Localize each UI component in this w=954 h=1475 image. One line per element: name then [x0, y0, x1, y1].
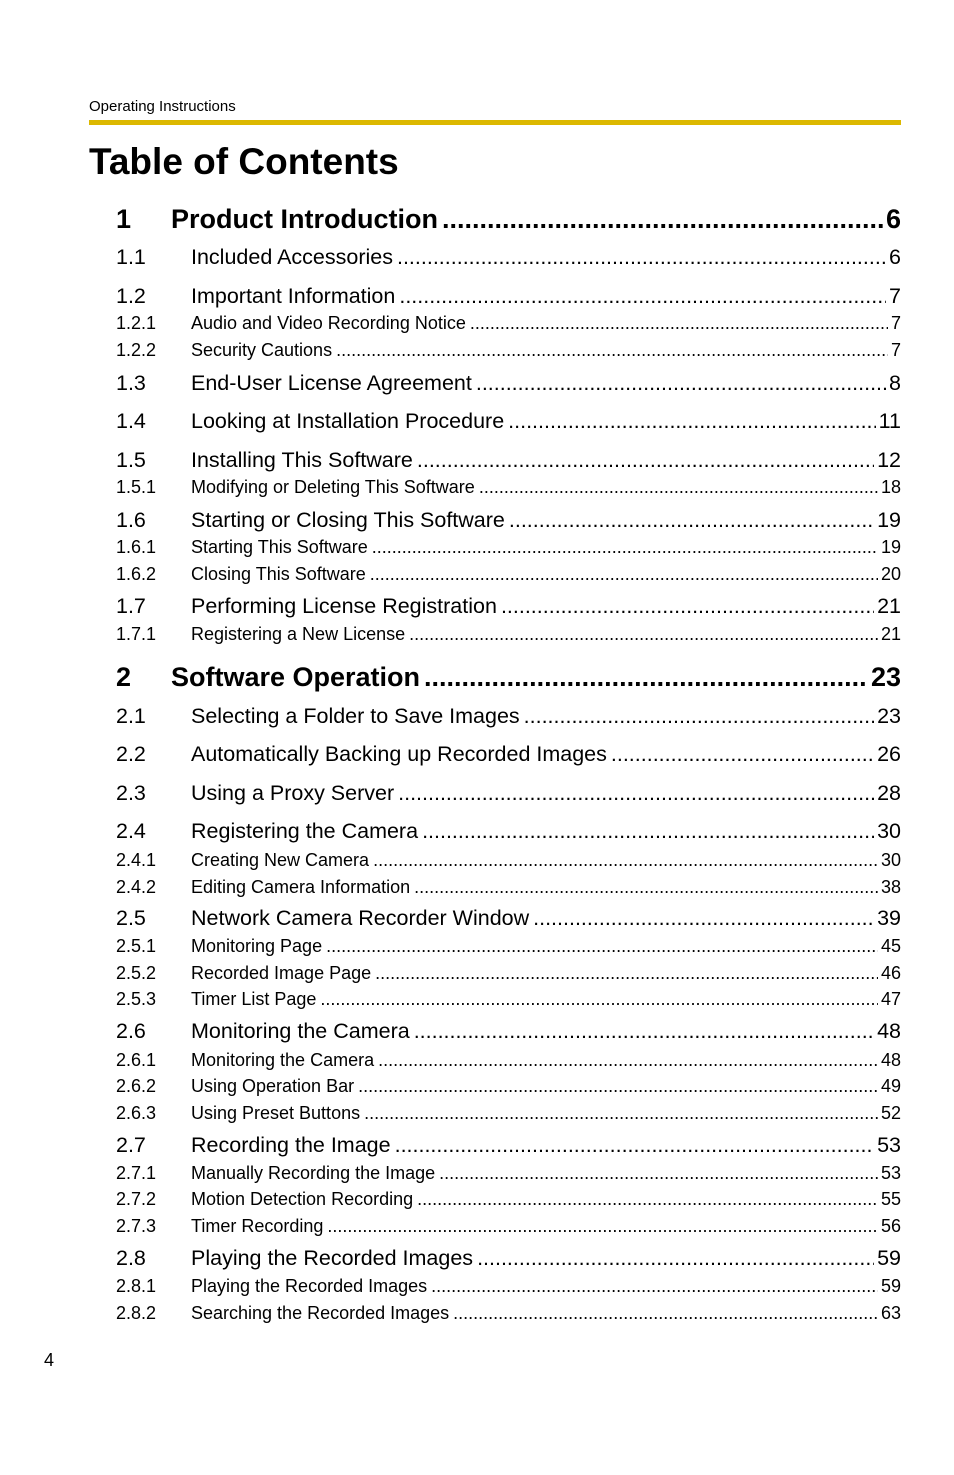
- toc-subsection[interactable]: [116, 1302, 901, 1324]
- dot-leader: [398, 780, 874, 806]
- dot-leader: [375, 962, 878, 984]
- toc-subsection[interactable]: [116, 1275, 901, 1297]
- toc-entry-number: 2.7.2: [116, 1189, 157, 1209]
- toc-entry-number: 1.3: [116, 371, 146, 395]
- toc-section[interactable]: [116, 447, 901, 473]
- dot-leader: [414, 1018, 874, 1044]
- toc-subsection[interactable]: [116, 1162, 901, 1184]
- dot-leader: [320, 988, 878, 1010]
- dot-leader: [439, 1162, 878, 1184]
- toc-entry-page: 12: [877, 448, 901, 472]
- toc-entry-number: 1.5: [116, 448, 146, 472]
- toc-entry-page: 20: [880, 564, 901, 584]
- toc-entry-title: Audio and Video Recording Notice: [191, 313, 466, 333]
- toc-entry-number: 2.7.1: [116, 1163, 157, 1183]
- dot-leader: [364, 1102, 878, 1124]
- dot-leader: [509, 507, 874, 533]
- toc-entry-number: 1.2: [116, 284, 146, 308]
- toc-entry-title: Starting This Software: [191, 537, 368, 557]
- dot-leader: [414, 876, 878, 898]
- dot-leader: [395, 1132, 874, 1158]
- dot-leader: [417, 447, 874, 473]
- toc-entry-number: 1.4: [116, 409, 146, 433]
- toc-section[interactable]: [116, 818, 901, 844]
- dot-leader: [358, 1075, 878, 1097]
- toc-entry-number: 2.7: [116, 1133, 146, 1157]
- toc-entry-page: 59: [880, 1276, 901, 1296]
- toc-entry-title: Modifying or Deleting This Software: [191, 477, 475, 497]
- running-header: Operating Instructions: [89, 98, 236, 115]
- toc-section[interactable]: [116, 244, 901, 270]
- toc-entry-title: Product Introduction: [171, 204, 438, 234]
- dot-leader: [378, 1049, 878, 1071]
- toc-entry-title: Looking at Installation Procedure: [191, 409, 505, 433]
- dot-leader: [533, 905, 874, 931]
- dot-leader: [327, 1215, 878, 1237]
- toc-entry-number: 2: [116, 662, 132, 692]
- dot-leader: [336, 339, 888, 361]
- toc-entry-page: 11: [878, 409, 901, 433]
- toc-entry-title: Closing This Software: [191, 564, 366, 584]
- toc-entry-page: 23: [870, 662, 901, 692]
- toc-entry-number: 2.7.3: [116, 1216, 157, 1236]
- toc-subsection[interactable]: [116, 1102, 901, 1124]
- toc-subsection[interactable]: [116, 1188, 901, 1210]
- toc-subsection[interactable]: [116, 476, 901, 498]
- toc-subsection[interactable]: [116, 536, 901, 558]
- toc-entry-page: 7: [890, 340, 901, 360]
- toc-entry-number: 1.5.1: [116, 477, 157, 497]
- dot-leader: [422, 818, 874, 844]
- dot-leader: [417, 1188, 878, 1210]
- toc-section[interactable]: [116, 507, 901, 533]
- toc-entry-number: 2.4.1: [116, 850, 157, 870]
- toc-section[interactable]: [116, 780, 901, 806]
- toc-entry-number: 1: [116, 204, 132, 234]
- toc-entry-page: 18: [880, 477, 901, 497]
- toc-entry-page: 49: [880, 1076, 901, 1096]
- toc-entry-title: Registering the Camera: [191, 819, 419, 843]
- toc-chapter[interactable]: [116, 203, 901, 235]
- toc-entry-number: 2.6.3: [116, 1103, 157, 1123]
- toc-entry-number: 2.2: [116, 742, 146, 766]
- toc-entry-page: 46: [880, 963, 901, 983]
- toc-entry-page: 30: [877, 819, 901, 843]
- dot-leader: [611, 741, 874, 767]
- toc-entry-number: 1.2.2: [116, 340, 157, 360]
- toc-entry-page: 19: [880, 537, 901, 557]
- toc-entry-title: Monitoring Page: [191, 936, 323, 956]
- toc-entry-title: Using a Proxy Server: [191, 781, 395, 805]
- toc-entry-title: Starting or Closing This Software: [191, 508, 505, 532]
- toc-entry-title: Installing This Software: [191, 448, 413, 472]
- dot-leader: [370, 563, 878, 585]
- dot-leader: [479, 476, 878, 498]
- toc-entry-page: 6: [889, 245, 901, 269]
- toc-entry-number: 2.8.2: [116, 1303, 157, 1323]
- toc-entry-title: Network Camera Recorder Window: [191, 906, 530, 930]
- toc-entry-page: 48: [880, 1050, 901, 1070]
- toc-entry-number: 1.1: [116, 245, 146, 269]
- toc-entry-number: 2.4: [116, 819, 146, 843]
- toc-entry-title: Playing the Recorded Images: [191, 1246, 474, 1270]
- toc-entry-number: 2.4.2: [116, 877, 157, 897]
- toc-entry-title: End-User License Agreement: [191, 371, 472, 395]
- toc-entry-page: 39: [877, 906, 901, 930]
- dot-leader: [524, 703, 874, 729]
- toc-entry-page: 56: [880, 1216, 901, 1236]
- toc-entry-page: 53: [880, 1163, 901, 1183]
- toc-subsection[interactable]: [116, 1215, 901, 1237]
- toc-entry-title: Creating New Camera: [191, 850, 370, 870]
- toc-entry-page: 52: [880, 1103, 901, 1123]
- dot-leader: [476, 370, 886, 396]
- toc-entry-page: 6: [885, 204, 901, 234]
- toc-entry-title: Manually Recording the Image: [191, 1163, 436, 1183]
- toc-subsection[interactable]: [116, 339, 901, 361]
- toc-entry-title: Timer List Page: [191, 989, 317, 1009]
- toc-entry-number: 2.5: [116, 906, 146, 930]
- toc-entry-number: 2.8.1: [116, 1276, 157, 1296]
- toc-subsection[interactable]: [116, 312, 901, 334]
- toc-entry-title: Monitoring the Camera: [191, 1050, 375, 1070]
- toc-entry-page: 7: [889, 284, 901, 308]
- toc-section[interactable]: [116, 370, 901, 396]
- toc-subsection[interactable]: [116, 563, 901, 585]
- toc-entry-page: 47: [880, 989, 901, 1009]
- toc-entry-number: 1.7: [116, 594, 146, 618]
- toc-subsection[interactable]: [116, 1049, 901, 1071]
- dot-leader: [424, 661, 868, 693]
- dot-leader: [431, 1275, 878, 1297]
- toc-entry-number: 2.1: [116, 704, 146, 728]
- toc-section[interactable]: [116, 1245, 901, 1271]
- toc-entry-page: 8: [889, 371, 901, 395]
- toc-entry-number: 2.6.2: [116, 1076, 157, 1096]
- toc-entry-title: Selecting a Folder to Save Images: [191, 704, 520, 728]
- toc-entry-number: 1.6: [116, 508, 146, 532]
- toc-entry-page: 55: [880, 1189, 901, 1209]
- dot-leader: [453, 1302, 878, 1324]
- dot-leader: [409, 623, 878, 645]
- page-title: Table of Contents: [89, 141, 399, 182]
- toc-entry-title: Recorded Image Page: [191, 963, 372, 983]
- toc-entry-title: Software Operation: [171, 662, 421, 692]
- toc-subsection[interactable]: [116, 623, 901, 645]
- toc-entry-number: 2.5.3: [116, 989, 157, 1009]
- toc-entry-title: Performing License Registration: [191, 594, 497, 618]
- toc-entry-page: 19: [877, 508, 901, 532]
- toc-entry-title: Timer Recording: [191, 1216, 324, 1236]
- toc-section[interactable]: [116, 1018, 901, 1044]
- toc-entry-number: 1.2.1: [116, 313, 157, 333]
- toc-entry-number: 2.8: [116, 1246, 146, 1270]
- toc-section[interactable]: [116, 741, 901, 767]
- table-of-contents: [116, 0, 901, 1475]
- toc-entry-page: 23: [877, 704, 901, 728]
- toc-entry-page: 21: [877, 594, 901, 618]
- toc-entry-title: Playing the Recorded Images: [191, 1276, 428, 1296]
- toc-entry-title: Monitoring the Camera: [191, 1019, 410, 1043]
- dot-leader: [399, 283, 886, 309]
- toc-subsection[interactable]: [116, 962, 901, 984]
- toc-entry-page: 28: [877, 781, 901, 805]
- toc-section[interactable]: [116, 905, 901, 931]
- dot-leader: [508, 408, 876, 434]
- toc-subsection[interactable]: [116, 988, 901, 1010]
- dot-leader: [442, 203, 883, 235]
- page-number: 4: [44, 1350, 55, 1370]
- toc-subsection[interactable]: [116, 849, 901, 871]
- toc-entry-title: Important Information: [191, 284, 396, 308]
- dot-leader: [470, 312, 888, 334]
- toc-subsection[interactable]: [116, 876, 901, 898]
- toc-entry-page: 21: [880, 624, 901, 644]
- toc-entry-page: 26: [877, 742, 901, 766]
- toc-entry-number: 2.6: [116, 1019, 146, 1043]
- toc-entry-number: 1.7.1: [116, 624, 157, 644]
- toc-entry-title: Searching the Recorded Images: [191, 1303, 450, 1323]
- toc-entry-number: 1.6.2: [116, 564, 157, 584]
- toc-entry-page: 30: [880, 850, 901, 870]
- toc-entry-title: Recording the Image: [191, 1133, 391, 1157]
- toc-entry-page: 7: [890, 313, 901, 333]
- toc-subsection[interactable]: [116, 935, 901, 957]
- toc-entry-page: 48: [877, 1019, 901, 1043]
- toc-entry-title: Registering a New License: [191, 624, 406, 644]
- toc-entry-title: Using Preset Buttons: [191, 1103, 361, 1123]
- toc-entry-title: Editing Camera Information: [191, 877, 411, 897]
- toc-section[interactable]: [116, 1132, 901, 1158]
- toc-entry-title: Motion Detection Recording: [191, 1189, 414, 1209]
- toc-entry-page: 63: [880, 1303, 901, 1323]
- toc-section[interactable]: [116, 283, 901, 309]
- toc-entry-title: Included Accessories: [191, 245, 393, 269]
- toc-section[interactable]: [116, 408, 901, 434]
- dot-leader: [326, 935, 878, 957]
- toc-subsection[interactable]: [116, 1075, 901, 1097]
- toc-entry-page: 59: [877, 1246, 901, 1270]
- toc-entry-title: Security Cautions: [191, 340, 333, 360]
- toc-section[interactable]: [116, 703, 901, 729]
- toc-entry-number: 2.5.2: [116, 963, 157, 983]
- toc-entry-page: 45: [880, 936, 901, 956]
- toc-entry-page: 38: [880, 877, 901, 897]
- dot-leader: [372, 536, 878, 558]
- toc-entry-number: 2.6.1: [116, 1050, 157, 1070]
- toc-section[interactable]: [116, 593, 901, 619]
- dot-leader: [373, 849, 878, 871]
- toc-entry-number: 2.5.1: [116, 936, 157, 956]
- toc-entry-title: Automatically Backing up Recorded Images: [191, 742, 607, 766]
- dot-leader: [477, 1245, 874, 1271]
- dot-leader: [397, 244, 886, 270]
- toc-chapter[interactable]: [116, 661, 901, 693]
- toc-entry-page: 53: [877, 1133, 901, 1157]
- dot-leader: [501, 593, 874, 619]
- toc-entry-number: 2.3: [116, 781, 146, 805]
- toc-entry-number: 1.6.1: [116, 537, 157, 557]
- toc-entry-title: Using Operation Bar: [191, 1076, 355, 1096]
